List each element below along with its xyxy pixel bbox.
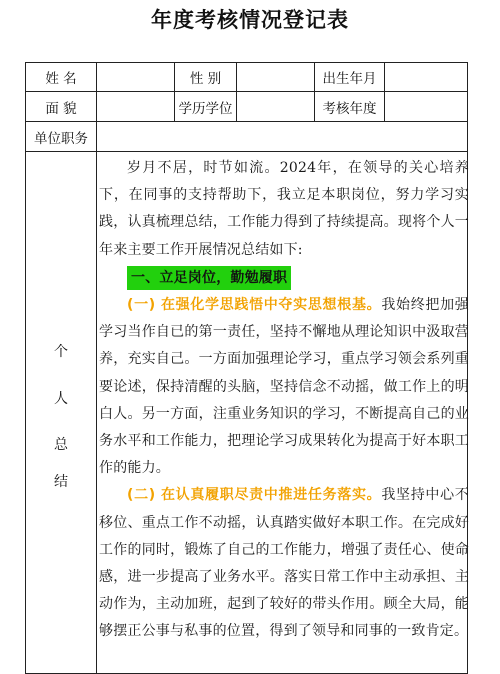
row-divider	[26, 151, 467, 152]
subsection-paragraph	[99, 482, 469, 645]
subsection-paragraph	[99, 292, 469, 482]
gender-value-cell[interactable]	[237, 63, 314, 91]
side-label-char: 个	[54, 344, 68, 360]
birth-label: 出生年月	[322, 71, 377, 87]
side-label-char: 结	[54, 474, 68, 490]
education-value-cell[interactable]	[237, 92, 314, 121]
unit-position-label: 单位职务	[34, 130, 88, 147]
name-label: 姓 名	[45, 71, 77, 87]
politics-value-cell[interactable]	[97, 92, 174, 121]
gender-label: 性 别	[189, 71, 222, 87]
personal-summary	[99, 155, 469, 646]
birth-value-cell[interactable]	[385, 63, 467, 91]
summary-intro: 岁月不居，时节如流。2024年，在领导的关心培养下，在同事的支持帮助下，我立足本职岗位，努力学习实践，认真梳理总结，工作能力得到了持续提高。现将个人一年来主要工作开展情况总结如下:	[99, 160, 469, 258]
side-label-char: 人	[54, 391, 68, 407]
registration-form	[25, 62, 468, 674]
politics-label: 面 貌	[45, 100, 77, 117]
section-heading: 一、立足岗位，勤勉履职	[127, 266, 291, 290]
name-value-cell[interactable]	[97, 63, 174, 91]
unit-position-value-cell[interactable]	[97, 122, 467, 151]
education-label: 学历学位	[178, 100, 233, 117]
side-label-char: 总	[54, 437, 68, 453]
assessment-year-label: 考核年度	[322, 100, 377, 117]
column-divider	[96, 63, 97, 674]
subsection-body: 我始终把加强学习当作自已的第一责任，坚持不懈地从理论知识中汲取营养，充实自己。一方面加强理论学习，重点学习领会系列重要论述，保持清醒的头脑，坚持信念不动摇，做工作上的明白人。另一方面，注重业务知识的学习，不断提高自己的业务水平和工作能力，把理论学习成果转化为提高于好本职工作的能力。	[99, 297, 469, 477]
subsection-body: 我坚持中心不移位、重点工作不动摇，认真踏实做好本职工作。在完成好工作的同时，锻炼了自己的工作能力，增强了责任心、使命感，进一步提高了业务水平。落实日常工作中主动承担、主动作为，主动加班，起到了较好的带头作用。顾全大局，能够摆正公事与私事的位置，得到了领导和同事的一致肯定。	[99, 487, 469, 640]
subsection-heading: (二) 在认真履职尽责中推进任务落实。	[127, 487, 382, 504]
subsection-heading: (一) 在强化学思践悟中夺实思想根基。	[127, 297, 382, 314]
form-title: 年度考核情况登记表	[151, 8, 349, 32]
assessment-year-value-cell[interactable]	[385, 92, 467, 121]
